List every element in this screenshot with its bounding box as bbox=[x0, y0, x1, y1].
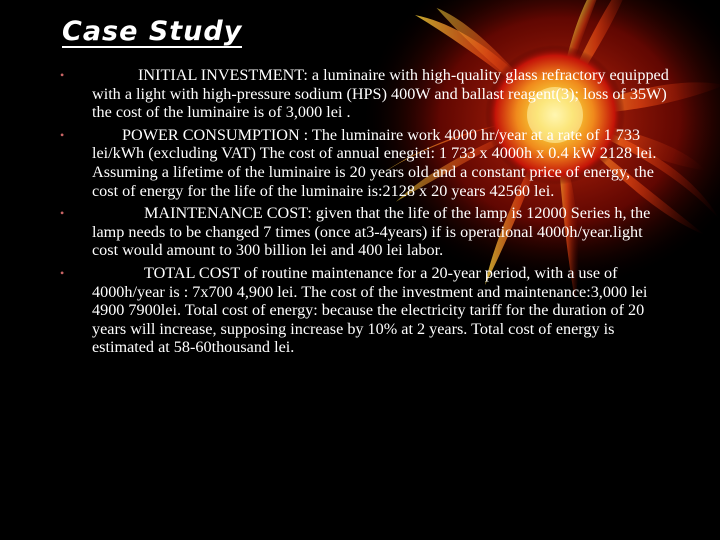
bullet-list bbox=[60, 66, 670, 361]
bullet-maintenance-cost bbox=[60, 204, 670, 260]
bullet-icon: • bbox=[60, 206, 65, 221]
bullet-initial-investment bbox=[60, 66, 670, 122]
bullet-icon: • bbox=[60, 127, 65, 142]
slide-title: Case Study bbox=[62, 16, 243, 47]
bullet-text: POWER CONSUMPTION : The luminaire work 4000 hr/year at a rate of 1 733 lei/kWh (excluding VAT) The cost of annual enegiei: 1 733 x 4000h x 0.4 kW 2128 lei. Assuming a lifetime of the luminaire is 20 years old and a constant price of energy, the cost of energy for the life of the luminaire is:2128 x 20 years 42560 lei. bbox=[92, 125, 657, 200]
bullet-power-consumption bbox=[60, 126, 670, 200]
bullet-total-cost bbox=[60, 264, 670, 357]
bullet-text: TOTAL COST of routine maintenance for a 20-year period, with a use of 4000h/year is : 7x700 4,900 lei. The cost of the investment and maintenance:3,000 lei 4900 7900lei. Total cost of energy: because the electricity tariff for the duration of 20 years will increase, supposing increase by 10% at 2 years. Total cost of energy is estimated at 58-60thousand lei. bbox=[92, 263, 648, 357]
bullet-text: INITIAL INVESTMENT: a luminaire with high-quality glass refractory equipped with a light with high-pressure sodium (HPS) 400W and ballast reagent(3); loss of 35W) the cost of the luminaire is of 3,000 lei . bbox=[92, 66, 669, 122]
bullet-icon: • bbox=[60, 265, 65, 280]
bullet-text: MAINTENANCE COST: given that the life of the lamp is 12000 Series h, the lamp needs to be changed 7 times (once at3-4years) if is operational 4000h/year.light cost would amount to 300 billion lei and 400 lei labor. bbox=[92, 204, 651, 260]
bullet-icon: • bbox=[60, 68, 65, 82]
